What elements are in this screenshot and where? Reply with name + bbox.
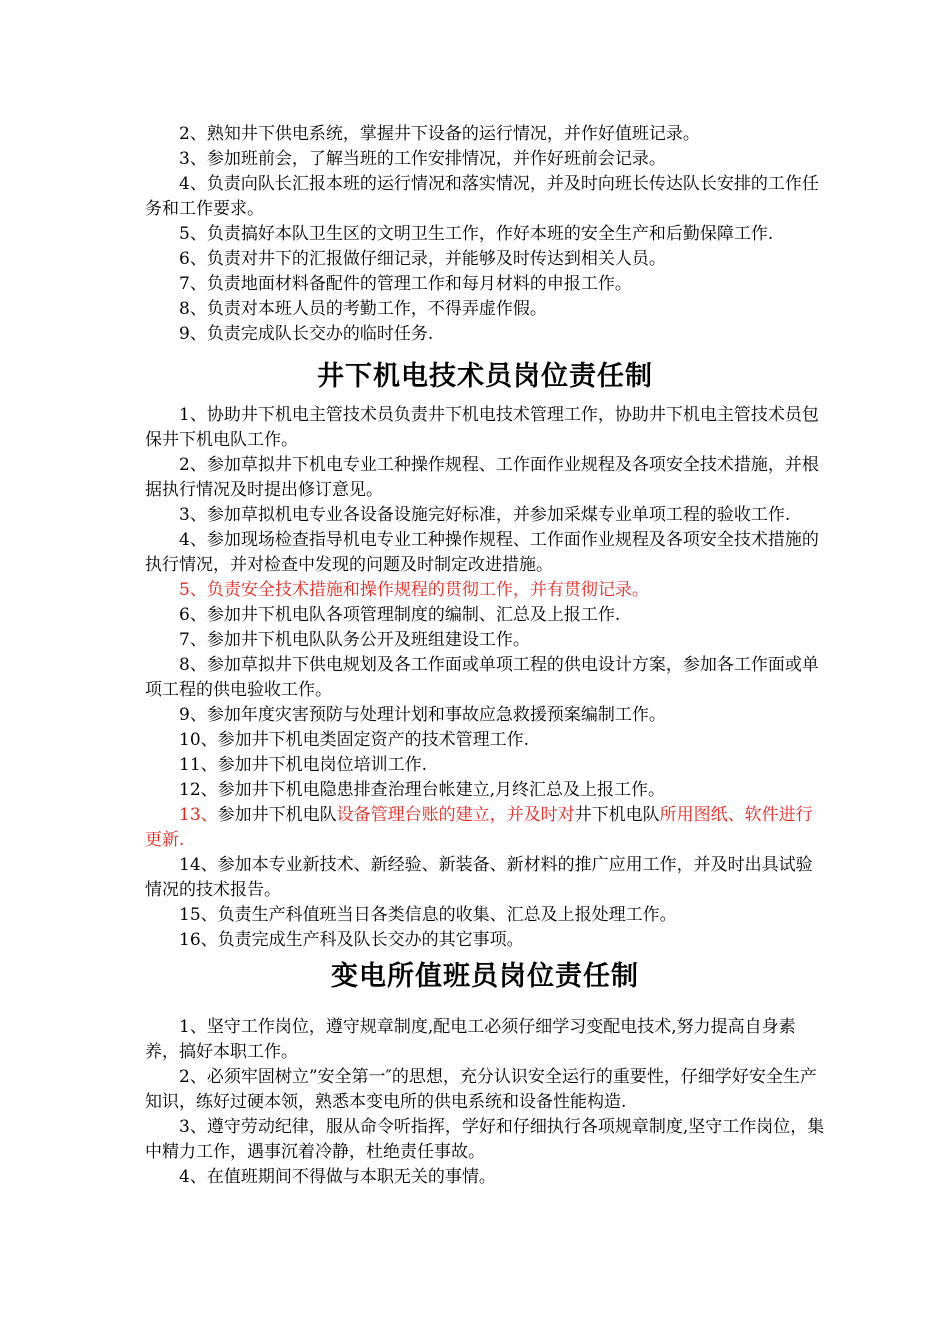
section-substation	[145, 1015, 825, 1190]
paragraph: 12、参加井下机电隐患排查治理台帐建立,月终汇总及上报工作。	[179, 780, 666, 800]
paragraph: 15、负责生产科值班当日各类信息的收集、汇总及上报处理工作。	[179, 905, 677, 925]
paragraph: 16、负责完成生产科及队长交办的其它事项。	[179, 930, 524, 950]
paragraph-highlighted: 5、负责安全技术措施和操作规程的贯彻工作，并有贯彻记录。	[179, 580, 649, 600]
text-segment: 井下机电队	[574, 805, 660, 825]
paragraph: 4、负责向队长汇报本班的运行情况和落实情况，并及时向班长传达队长安排的工作任务和工作要求。	[145, 174, 819, 219]
section-title-substation: 变电所值班员岗位责任制	[331, 961, 639, 992]
paragraph: 7、参加井下机电队队务公开及班组建设工作。	[179, 630, 530, 650]
paragraph: 8、参加草拟井下供电规划及各工作面或单项工程的供电设计方案，参加各工作面或单项工程的供电验收工作。	[145, 655, 819, 700]
paragraph: 3、参加班前会，了解当班的工作安排情况，并作好班前会记录。	[179, 149, 666, 169]
paragraph: 14、参加本专业新技术、新经验、新装备、新材料的推广应用工作，并及时出具试验情况的技术报告。	[145, 855, 813, 900]
section-tech	[145, 403, 825, 953]
paragraph-mixed	[145, 803, 825, 853]
paragraph: 10、参加井下机电类固定资产的技术管理工作.	[179, 730, 530, 750]
text-segment-highlighted: 所用图纸、软件进行更新.	[145, 805, 813, 850]
paragraph: 6、参加井下机电队各项管理制度的编制、汇总及上报工作.	[179, 605, 621, 625]
paragraph: 9、参加年度灾害预防与处理计划和事故应急救援预案编制工作。	[179, 705, 666, 725]
paragraph: 2、参加草拟井下机电专业工种操作规程、工作面作业规程及各项安全技术措施，并根据执行情况及时提出修订意见。	[145, 455, 819, 500]
document-page	[145, 122, 825, 1190]
paragraph: 1、协助井下机电主管技术员负责井下机电技术管理工作，协助井下机电主管技术员包保井下机电队工作。	[145, 405, 819, 450]
item-number: 13、	[179, 805, 218, 825]
paragraph: 4、在值班期间不得做与本职无关的事情。	[179, 1167, 496, 1187]
paragraph: 2、必须牢固树立”安全第一″的思想，充分认识安全运行的重要性，仔细学好安全生产知识，练好过硬本领，熟悉本变电所的供电系统和设备性能构造.	[145, 1067, 817, 1112]
paragraph: 5、负责搞好本队卫生区的文明卫生工作，作好本班的安全生产和后勤保障工作.	[179, 224, 774, 244]
paragraph: 4、参加现场检查指导机电专业工种操作规程、工作面作业规程及各项安全技术措施的执行情况，并对检查中发现的问题及时制定改进措施。	[145, 530, 819, 575]
paragraph: 8、负责对本班人员的考勤工作，不得弄虚作假。	[179, 299, 547, 319]
paragraph: 3、参加草拟机电专业各设备设施完好标准，并参加采煤专业单项工程的验收工作.	[179, 505, 791, 525]
paragraph: 6、负责对井下的汇报做仔细记录，并能够及时传达到相关人员。	[179, 249, 666, 269]
paragraph: 3、遵守劳动纪律，服从命令听指挥，学好和仔细执行各项规章制度,坚守工作岗位，集中精力工作，遇事沉着冷静，杜绝责任事故。	[145, 1117, 825, 1162]
section-top	[145, 122, 825, 347]
paragraph: 11、参加井下机电岗位培训工作.	[179, 755, 428, 775]
text-segment-highlighted: 设备管理台账的建立，并及时对	[336, 805, 575, 825]
paragraph: 9、负责完成队长交办的临时任务.	[179, 324, 434, 344]
paragraph: 2、熟知井下供电系统，掌握井下设备的运行情况，并作好值班记录。	[179, 124, 700, 144]
section-title-tech: 井下机电技术员岗位责任制	[317, 361, 653, 392]
paragraph: 7、负责地面材料备配件的管理工作和每月材料的申报工作。	[179, 274, 632, 294]
paragraph: 1、坚守工作岗位，遵守规章制度,配电工必须仔细学习变配电技术,努力提高自身素养，搞好本职工作。	[145, 1017, 796, 1062]
text-segment: 参加井下机电队	[217, 805, 337, 825]
